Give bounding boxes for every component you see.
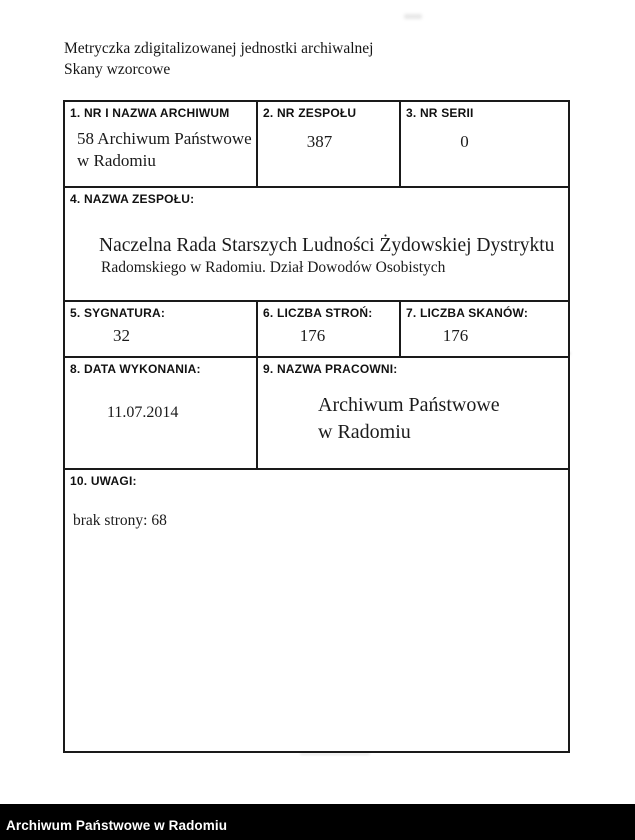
field-lab-name [258, 358, 568, 468]
field-label: 8. DATA WYKONANIA: [70, 362, 201, 376]
field-label: 10. UWAGI: [70, 474, 137, 488]
form-row-5 [65, 470, 568, 751]
field-reference-code [65, 302, 258, 356]
field-value: 0 [460, 132, 469, 151]
field-value: 176 [442, 326, 469, 345]
field-value: 32 [113, 326, 130, 345]
form-row-4 [65, 358, 568, 470]
field-value: brak strony: 68 [73, 512, 167, 529]
field-label: 5. SYGNATURA: [70, 306, 166, 320]
field-value: 11.07.2014 [107, 404, 179, 421]
footer-bar [0, 804, 635, 840]
field-label: 6. LICZBA STROŃ: [263, 306, 373, 320]
field-label: 1. NR I NAZWA ARCHIWUM [70, 106, 230, 120]
field-label: 3. NR SERII [406, 106, 474, 120]
field-series-number [401, 102, 568, 186]
field-execution-date [65, 358, 258, 468]
form-row-1 [65, 102, 568, 188]
field-scan-count [401, 302, 568, 356]
document-header [64, 38, 373, 80]
footer-archive-name: Archiwum Państwowe w Radomiu [6, 818, 228, 833]
field-value: Naczelna Rada Starszych Ludności Żydowskiej Dystryktu Radomskiego w Radomiu. Dział Dowodów Osobistych [99, 235, 555, 276]
field-remarks [65, 470, 568, 751]
scan-artifact [404, 14, 422, 19]
field-page-count [258, 302, 401, 356]
field-fonds-number [258, 102, 401, 186]
field-fonds-name [65, 188, 568, 300]
field-value: 58 Archiwum Państwowe w Radomiu [77, 129, 252, 170]
document-title: Metryczka zdigitalizowanej jednostki archiwalnej [64, 40, 374, 57]
form-row-3 [65, 302, 568, 358]
scan-artifact [300, 753, 370, 755]
field-label: 9. NAZWA PRACOWNI: [263, 362, 398, 376]
metadata-form-table [63, 100, 570, 753]
field-value: 387 [306, 132, 333, 151]
form-row-2 [65, 188, 568, 302]
field-value: 176 [299, 326, 326, 345]
field-value: Archiwum Państwowe w Radomiu [318, 394, 500, 443]
field-archive-number-name [65, 102, 258, 186]
field-label: 7. LICZBA SKANÓW: [406, 306, 529, 320]
field-label: 4. NAZWA ZESPOŁU: [70, 192, 195, 206]
document-subtitle: Skany wzorcowe [64, 61, 171, 78]
field-label: 2. NR ZESPOŁU [263, 106, 357, 120]
